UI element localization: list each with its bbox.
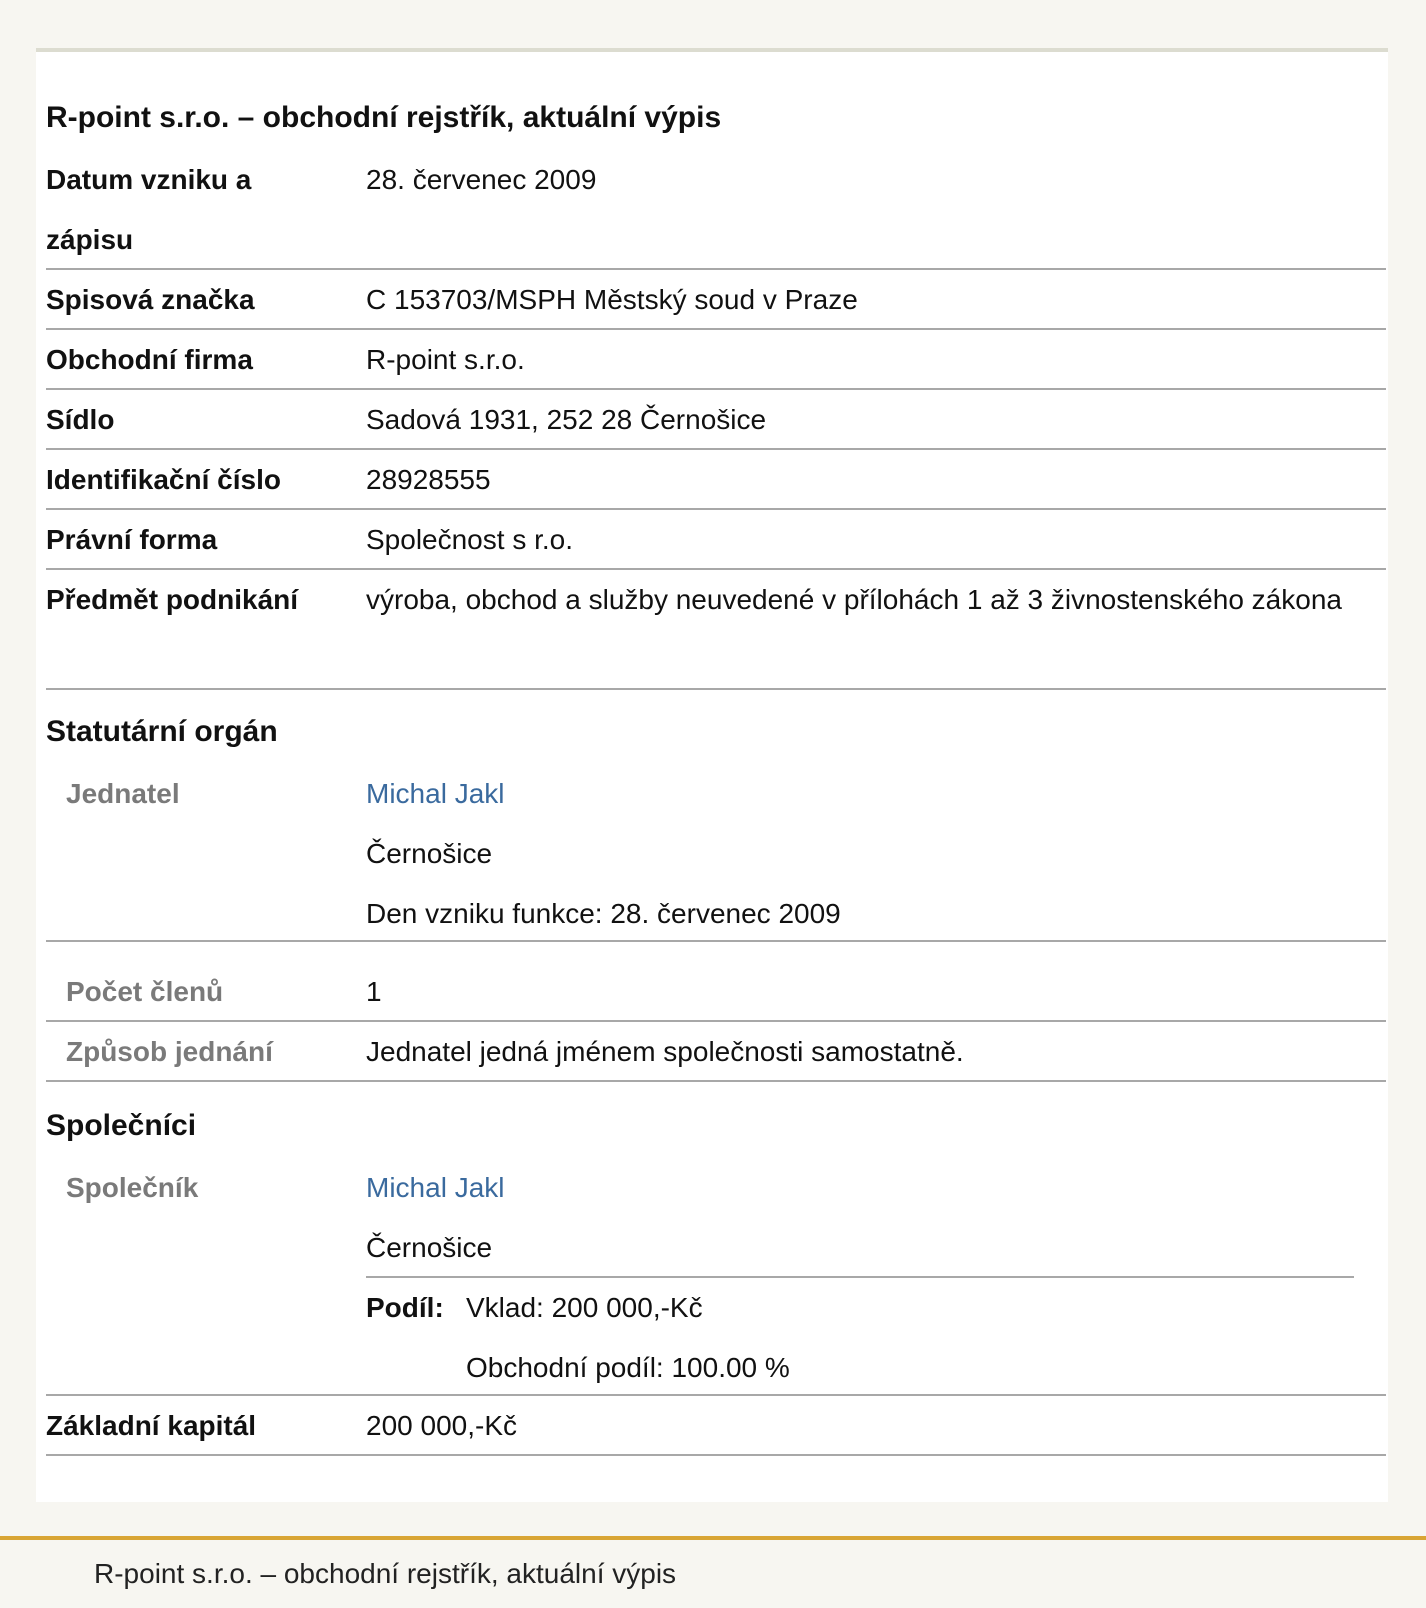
row-predmet-podnikani bbox=[46, 570, 1386, 690]
spolecnik-city: Černošice bbox=[366, 1232, 493, 1263]
label-obchodni-firma: Obchodní firma bbox=[46, 344, 253, 375]
value-zakladni-kapital: 200 000,-Kč bbox=[366, 1410, 517, 1441]
value-jednatel bbox=[366, 764, 1376, 944]
footer-divider bbox=[0, 1536, 1426, 1540]
label-spisova-znacka: Spisová značka bbox=[46, 284, 255, 315]
value-predmet-podnikani: výroba, obchod a služby neuvedené v přílohách 1 až 3 živnostenského zákona bbox=[366, 584, 1342, 615]
value-zpusob-jednani: Jednatel jedná jménem společnosti samostatně. bbox=[366, 1036, 964, 1067]
value-pravni-forma: Společnost s r.o. bbox=[366, 524, 574, 555]
jednatel-name-link[interactable]: Michal Jakl bbox=[366, 778, 505, 809]
row-zakladni-kapital bbox=[46, 1396, 1386, 1456]
label-predmet-podnikani: Předmět podnikání bbox=[46, 584, 299, 615]
spolecnik-name-link[interactable]: Michal Jakl bbox=[366, 1172, 505, 1203]
row-spolecnik bbox=[46, 1158, 1386, 1396]
row-zpusob-jednani bbox=[46, 1022, 1386, 1082]
label-pocet-clenu: Počet členů bbox=[66, 976, 224, 1007]
podil-vklad: Vklad: 200 000,-Kč bbox=[466, 1292, 703, 1323]
value-sidlo: Sadová 1931, 252 28 Černošice bbox=[366, 404, 767, 435]
label-jednatel: Jednatel bbox=[66, 778, 180, 809]
row-pocet-clenu bbox=[46, 962, 1386, 1022]
row-pravni-forma bbox=[46, 510, 1386, 570]
value-spisova-znacka: C 153703/MSPH Městský soud v Praze bbox=[366, 284, 858, 315]
label-zakladni-kapital: Základní kapitál bbox=[46, 1410, 257, 1441]
label-pravni-forma: Právní forma bbox=[46, 524, 218, 555]
podil-label: Podíl: bbox=[366, 1292, 444, 1323]
row-datum-vzniku bbox=[46, 150, 1386, 270]
row-sidlo bbox=[46, 390, 1386, 450]
podil-obchodni: Obchodní podíl: 100.00 % bbox=[466, 1352, 790, 1383]
value-spolecnik bbox=[366, 1158, 1376, 1278]
footer-text: R-point s.r.o. – obchodní rejstřík, aktuální výpis bbox=[94, 1558, 677, 1589]
register-card bbox=[36, 48, 1388, 1502]
row-obchodni-firma bbox=[46, 330, 1386, 390]
label-identifikacni-cislo: Identifikační číslo bbox=[46, 464, 281, 495]
label-spolecnik: Společník bbox=[66, 1172, 199, 1203]
label-sidlo: Sídlo bbox=[46, 404, 115, 435]
section-spolecnici: Společníci bbox=[46, 1109, 197, 1142]
value-identifikacni-cislo: 28928555 bbox=[366, 464, 491, 495]
spolecnik-podil bbox=[366, 1276, 1354, 1396]
jednatel-since: Den vzniku funkce: 28. červenec 2009 bbox=[366, 898, 841, 929]
value-obchodni-firma: R-point s.r.o. bbox=[366, 344, 525, 375]
row-jednatel bbox=[46, 764, 1386, 942]
row-identifikacni-cislo bbox=[46, 450, 1386, 510]
value-datum-vzniku: 28. červenec 2009 bbox=[366, 164, 597, 195]
row-spisova-znacka bbox=[46, 270, 1386, 330]
podil-values bbox=[466, 1278, 790, 1398]
label-datum-vzniku: Datum vzniku a zápisu bbox=[46, 164, 252, 255]
label-zpusob-jednani: Způsob jednání bbox=[66, 1036, 273, 1067]
section-statutarni-organ: Statutární orgán bbox=[46, 715, 278, 748]
page-title: R-point s.r.o. – obchodní rejstřík, aktuální výpis bbox=[46, 101, 722, 134]
value-pocet-clenu: 1 bbox=[366, 976, 382, 1007]
jednatel-city: Černošice bbox=[366, 838, 493, 869]
